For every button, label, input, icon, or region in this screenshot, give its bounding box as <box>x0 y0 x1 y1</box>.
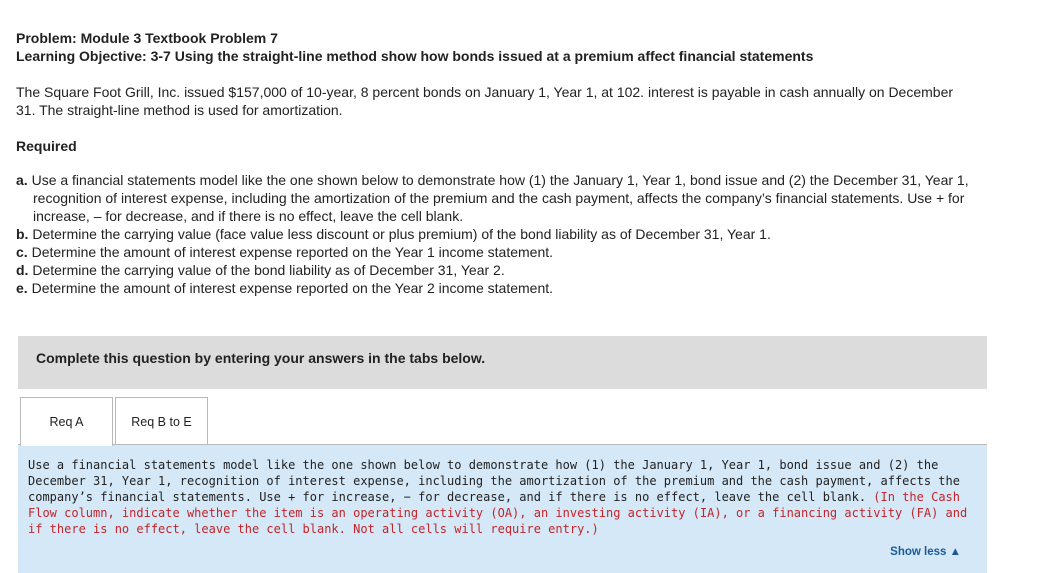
show-less-link[interactable] <box>890 544 961 560</box>
learning-objective: Learning Objective: 3-7 Using the straight-line method show how bonds issued at a premium affect financial statements <box>16 48 814 64</box>
requirement-a <box>16 171 976 225</box>
tab-panel <box>18 444 987 573</box>
panel-instruction: Use a financial statements model like the one shown below to demonstrate how (1) the January 1, Year 1, bond issue and (2) the December 31, Year 1, recognition of interest expense, including the amortization of the premium and the cash payment, affects the company’s financial statements. Use + for increase, − for decrease, and if there is no effect, leave the cell blank. <box>28 458 960 504</box>
requirement-text: Use a financial statements model like the one shown below to demonstrate how (1) the January 1, Year 1, bond issue and (2) the December 31, Year 1, recognition of interest expense, including the amortization of the premium and the cash payment, affects the company’s financial statements. Use + for increase, – for decrease, and if there is no effect, leave the cell blank. <box>31 172 969 224</box>
problem-title: Problem: Module 3 Textbook Problem 7 <box>16 30 278 46</box>
requirement-letter: e. <box>16 280 28 296</box>
required-heading: Required <box>16 138 77 154</box>
requirement-d <box>16 261 976 279</box>
tab-req-b-to-e[interactable]: Req B to E <box>115 397 208 445</box>
requirement-e <box>16 279 976 297</box>
requirement-b <box>16 225 976 243</box>
requirement-letter: d. <box>16 262 29 278</box>
panel-note: (In the Cash Flow column, indicate whether the item is an operating activity (OA), an investing activity (IA), or a financing activity (FA) and if there is no effect, leave the cell blank. Not all cells will require entry.) <box>28 490 968 536</box>
requirement-text: Determine the carrying value (face value less discount or plus premium) of the bond liability as of December 31, Year 1. <box>32 226 771 242</box>
caret-up-icon: ▲ <box>949 546 961 558</box>
requirements-list <box>16 171 976 297</box>
problem-scenario: The Square Foot Grill, Inc. issued $157,000 of 10-year, 8 percent bonds on January 1, Year 1, at 102. interest is payable in cash annually on December 31. The straight-line method is used for amortization. <box>16 84 954 118</box>
requirement-letter: a. <box>16 172 28 188</box>
requirement-text: Determine the amount of interest expense reported on the Year 2 income statement. <box>31 280 554 296</box>
requirement-letter: b. <box>16 226 29 242</box>
tab-req-a[interactable]: Req A <box>20 397 113 446</box>
requirement-text: Determine the carrying value of the bond liability as of December 31, Year 2. <box>32 262 505 278</box>
requirement-letter: c. <box>16 244 28 260</box>
show-less-label: Show less <box>890 546 947 558</box>
requirement-text: Determine the amount of interest expense reported on the Year 1 income statement. <box>31 244 554 260</box>
instructions-banner: Complete this question by entering your answers in the tabs below. <box>18 336 987 389</box>
requirement-c <box>16 243 976 261</box>
